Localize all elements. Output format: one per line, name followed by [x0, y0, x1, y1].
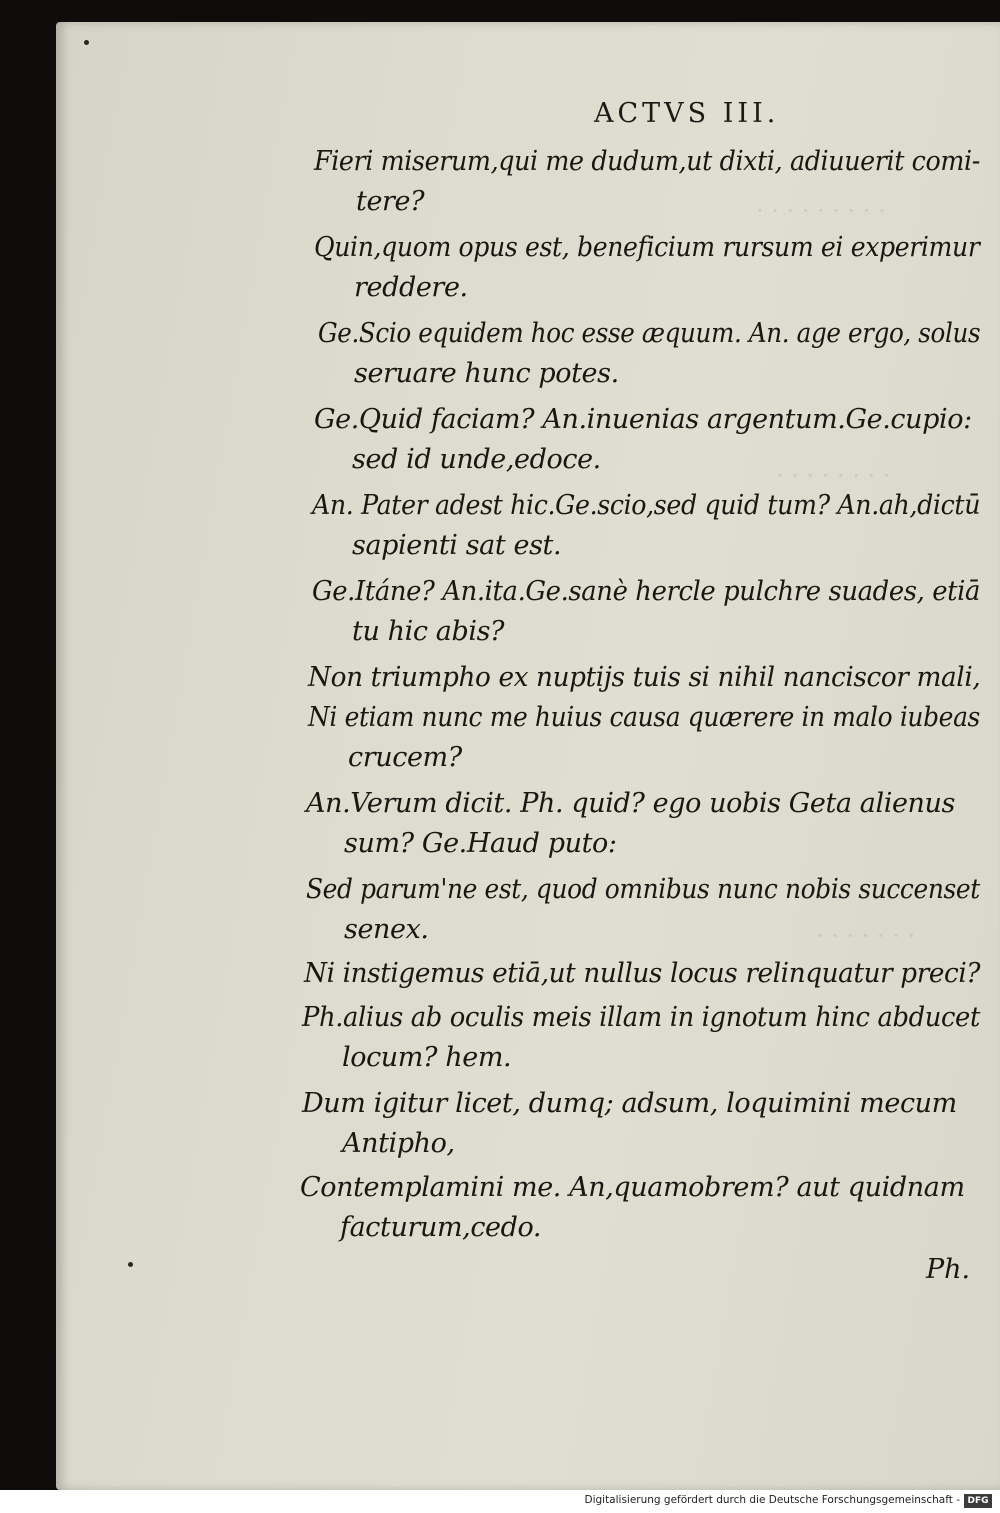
text-line: reddere.: [354, 272, 468, 303]
show-through-text: · · · · · · · · ·: [756, 197, 886, 225]
text-line: sapienti sat est.: [352, 530, 562, 561]
text-line: Non triumpho ex nuptijs tuis si nihil nanciscor mali,: [308, 662, 981, 693]
text-line: Ge.Itáne? An.ita.Ge.sanè hercle pulchre suades, etiā: [312, 576, 981, 607]
text-line: tu hic abis?: [352, 616, 505, 647]
text-line: Quin,quom opus est, beneficium rursum ei experimur: [314, 232, 980, 263]
text-line: Ge.Scio equidem hoc esse æquum. An. age ergo, solus: [318, 318, 981, 349]
text-line: Ph.alius ab oculis meis illam in ignotum hinc abducet: [302, 1002, 980, 1033]
text-line: An.Verum dicit. Ph. quid? ego uobis Geta alienus: [306, 788, 955, 819]
text-line: sum? Ge.Haud puto:: [344, 828, 617, 859]
text-line: facturum,cedo.: [340, 1212, 542, 1243]
text-line: locum? hem.: [342, 1042, 512, 1073]
text-line: Contemplamini me. An,quamobrem? aut quidnam: [300, 1172, 965, 1203]
text-line: Dum igitur licet, dumq; adsum, loquimini mecum: [302, 1088, 957, 1119]
text-line: Sed parum'ne est, quod omnibus nunc nobis succenset: [306, 874, 980, 905]
text-line: sed id unde,edoce.: [352, 444, 601, 475]
text-line: Ge.Quid faciam? An.inuenias argentum.Ge.cupio:: [314, 404, 972, 435]
ink-speck: [128, 1262, 133, 1267]
dfg-logo: DFG: [964, 1494, 992, 1508]
show-through-text: · · · · · · · ·: [776, 462, 891, 490]
text-line: An. Pater adest hic.Ge.scio,sed quid tum? An.ah,dictū: [312, 490, 981, 521]
text-line: crucem?: [348, 742, 462, 773]
text-line: Ni instigemus etiā,ut nullus locus relinquatur preci?: [304, 958, 981, 989]
text-line: Ni etiam nunc me huius causa quærere in malo iubeas: [308, 702, 980, 733]
show-through-text: · · · · · · ·: [816, 922, 916, 950]
text-line: seruare hunc potes.: [354, 358, 619, 389]
running-head: ACTVS III.: [594, 98, 780, 129]
ink-speck: [84, 40, 89, 45]
text-line: Fieri miserum,qui me dudum,ut dixti, adiuuerit comi-: [314, 146, 980, 177]
text-line: Antipho,: [342, 1128, 455, 1159]
digitization-footer: [0, 1490, 1000, 1513]
book-page: [56, 22, 1000, 1490]
text-line: senex.: [344, 914, 429, 945]
funding-credit: Digitalisierung gefördert durch die Deutsche Forschungsgemeinschaft -: [584, 1494, 960, 1506]
text-line: tere?: [356, 186, 425, 217]
catchword: Ph.: [926, 1254, 971, 1285]
